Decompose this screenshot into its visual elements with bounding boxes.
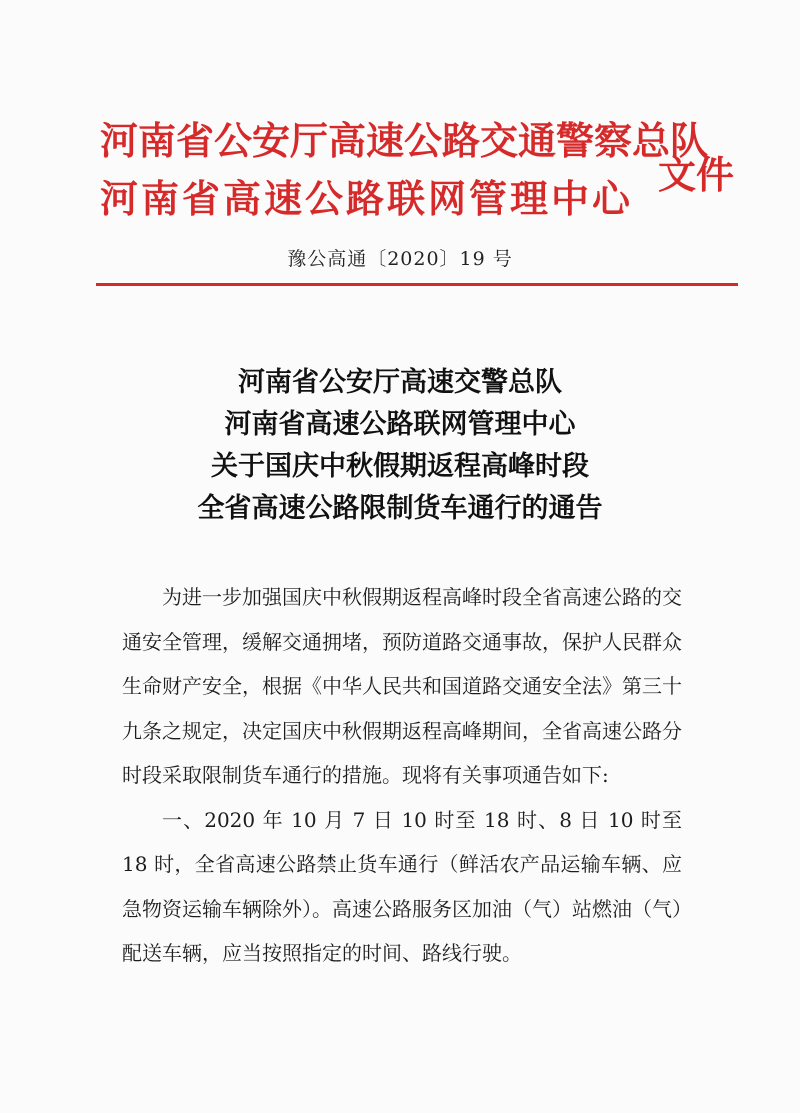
document-type-label: 文件: [658, 152, 735, 197]
title-line: 河南省高速公路联网管理中心: [224, 409, 576, 440]
title-line: 全省高速公路限制货车通行的通告: [197, 493, 603, 524]
issuer-name-public-security: 河南省公安厅高速公路交通警察总队: [100, 118, 709, 163]
notice-title: [0, 362, 800, 530]
document-number: 豫公高通〔2020〕19 号: [287, 248, 513, 270]
body-paragraph-intro: 为进一步加强国庆中秋假期返程高峰时段全省高速公路的交通安全管理，缓解交通拥堵，预防道路交通事故，保护人民群众生命财产安全，根据《中华人民共和国道路交通安全法》第三十九条之规定，决定国庆中秋假期返程高峰期间，全省高速公路分时段采取限制货车通行的措施。现将有关事项通告如下:: [122, 585, 682, 787]
title-line: 河南省公安厅高速交警总队: [238, 367, 562, 398]
title-line: 关于国庆中秋假期返程高峰时段: [211, 451, 589, 482]
issuer-name-network-center: 河南省高速公路联网管理中心: [100, 176, 634, 221]
red-divider-line: [96, 283, 738, 286]
body-paragraph-item-1: 一、2020 年 10 月 7 日 10 时至 18 时、8 日 10 时至 18 时，全省高速公路禁止货车通行（鲜活农产品运输车辆、应急物资运输车辆除外）。高速公路服务区加油（气）站燃油（气）配送车辆，应当按照指定的时间、路线行驶。: [122, 807, 682, 965]
notice-body: [122, 575, 682, 976]
